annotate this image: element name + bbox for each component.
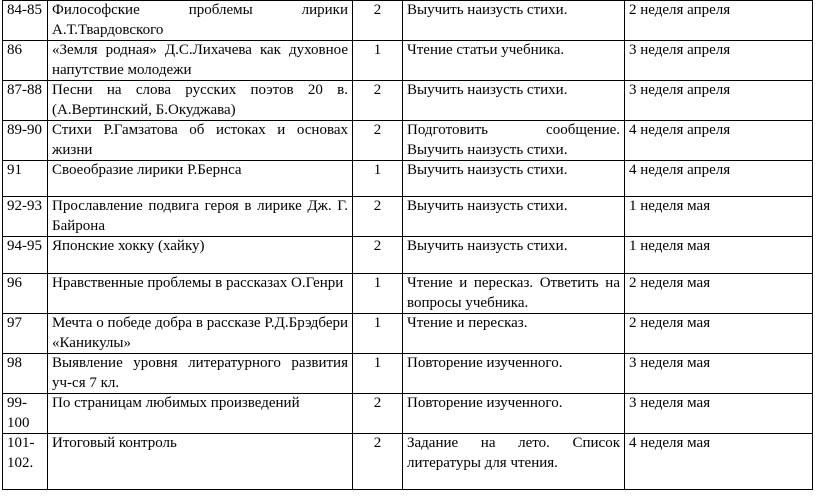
lesson-topic-cell: «Земля родная» Д.С.Лихачева как духовное напутствие молодежи bbox=[48, 41, 353, 81]
homework-cell: Выучить наизусть стихи. bbox=[403, 237, 625, 274]
lesson-topic-cell: Прославление подвига героя в лирике Дж. Г. Байрона bbox=[48, 197, 353, 237]
table-row bbox=[3, 197, 813, 237]
table-row bbox=[3, 274, 813, 314]
hours-cell: 2 bbox=[353, 81, 403, 121]
homework-cell: Выучить наизусть стихи. bbox=[403, 197, 625, 237]
lesson-number-cell: 86 bbox=[3, 41, 48, 81]
lesson-topic-cell: Выявление уровня литературного развития уч-ся 7 кл. bbox=[48, 354, 353, 394]
hours-cell: 2 bbox=[353, 237, 403, 274]
hours-cell: 2 bbox=[353, 121, 403, 161]
week-cell: 3 неделя апреля bbox=[625, 81, 813, 121]
week-cell: 1 неделя мая bbox=[625, 197, 813, 237]
lesson-number-cell: 94-95 bbox=[3, 237, 48, 274]
lesson-topic-cell: Японские хокку (хайку) bbox=[48, 237, 353, 274]
homework-cell: Подготовить сообщение. Выучить наизусть стихи. bbox=[403, 121, 625, 161]
table-row bbox=[3, 161, 813, 197]
week-cell: 4 неделя апреля bbox=[625, 121, 813, 161]
homework-cell: Выучить наизусть стихи. bbox=[403, 81, 625, 121]
lesson-topic-cell: Своеобразие лирики Р.Бернса bbox=[48, 161, 353, 197]
lesson-topic-cell: Песни на слова русских поэтов 20 в. (А.Вертинский, Б.Окуджава) bbox=[48, 81, 353, 121]
week-cell: 4 неделя апреля bbox=[625, 161, 813, 197]
table-row bbox=[3, 354, 813, 394]
lesson-number-cell: 91 bbox=[3, 161, 48, 197]
homework-cell: Чтение статьи учебника. bbox=[403, 41, 625, 81]
week-cell: 4 неделя мая bbox=[625, 434, 813, 490]
table-row bbox=[3, 41, 813, 81]
homework-cell: Повторение изученного. bbox=[403, 354, 625, 394]
hours-cell: 1 bbox=[353, 161, 403, 197]
lesson-topic-cell: Нравственные проблемы в рассказах О.Генри bbox=[48, 274, 353, 314]
lesson-number-cell: 89-90 bbox=[3, 121, 48, 161]
lesson-number-cell: 92-93 bbox=[3, 197, 48, 237]
lesson-number-cell: 99-100 bbox=[3, 394, 48, 434]
table-row bbox=[3, 1, 813, 41]
week-cell: 2 неделя мая bbox=[625, 314, 813, 354]
lesson-number-cell: 84-85 bbox=[3, 1, 48, 41]
lesson-number-cell: 87-88 bbox=[3, 81, 48, 121]
homework-cell: Задание на лето. Список литературы для чтения. bbox=[403, 434, 625, 490]
homework-cell: Выучить наизусть стихи. bbox=[403, 1, 625, 41]
table-row bbox=[3, 121, 813, 161]
lesson-topic-cell: Мечта о победе добра в рассказе Р.Д.Брэдбери «Каникулы» bbox=[48, 314, 353, 354]
week-cell: 3 неделя апреля bbox=[625, 41, 813, 81]
week-cell: 3 неделя мая bbox=[625, 394, 813, 434]
lesson-number-cell: 98 bbox=[3, 354, 48, 394]
hours-cell: 1 bbox=[353, 274, 403, 314]
lesson-topic-cell: Философские проблемы лирики А.Т.Твардовского bbox=[48, 1, 353, 41]
week-cell: 3 неделя мая bbox=[625, 354, 813, 394]
hours-cell: 1 bbox=[353, 354, 403, 394]
hours-cell: 2 bbox=[353, 394, 403, 434]
lesson-number-cell: 96 bbox=[3, 274, 48, 314]
table-row bbox=[3, 81, 813, 121]
lesson-number-cell: 97 bbox=[3, 314, 48, 354]
lesson-plan-table bbox=[2, 0, 813, 490]
lesson-number-cell: 101-102. bbox=[3, 434, 48, 490]
week-cell: 2 неделя апреля bbox=[625, 1, 813, 41]
week-cell: 1 неделя мая bbox=[625, 237, 813, 274]
homework-cell: Повторение изученного. bbox=[403, 394, 625, 434]
week-cell: 2 неделя мая bbox=[625, 274, 813, 314]
table-row bbox=[3, 314, 813, 354]
hours-cell: 2 bbox=[353, 434, 403, 490]
homework-cell: Чтение и пересказ. bbox=[403, 314, 625, 354]
table-row bbox=[3, 237, 813, 274]
hours-cell: 1 bbox=[353, 41, 403, 81]
lesson-topic-cell: Итоговый контроль bbox=[48, 434, 353, 490]
lesson-topic-cell: По страницам любимых произведений bbox=[48, 394, 353, 434]
hours-cell: 1 bbox=[353, 314, 403, 354]
lesson-topic-cell: Стихи Р.Гамзатова об истоках и основах жизни bbox=[48, 121, 353, 161]
homework-cell: Выучить наизусть стихи. bbox=[403, 161, 625, 197]
homework-cell: Чтение и пересказ. Ответить на вопросы учебника. bbox=[403, 274, 625, 314]
hours-cell: 2 bbox=[353, 197, 403, 237]
table-row bbox=[3, 434, 813, 490]
table-row bbox=[3, 394, 813, 434]
hours-cell: 2 bbox=[353, 1, 403, 41]
